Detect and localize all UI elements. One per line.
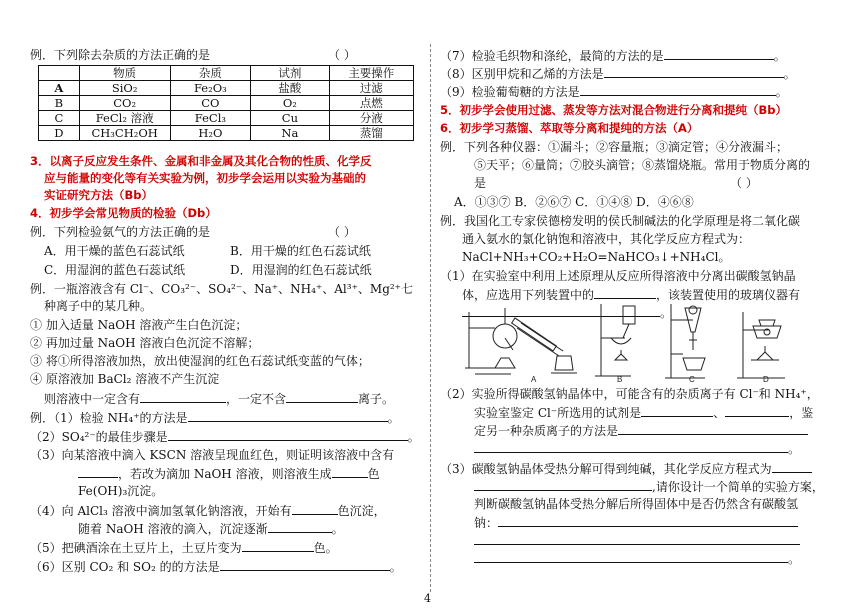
answer-blank[interactable]: [168, 428, 408, 441]
table-cell: 分液: [329, 111, 413, 126]
q4-line-2: [78, 520, 344, 538]
section-3-heading-end: 实证研究方法（Bb）: [44, 188, 153, 202]
period: 。: [407, 430, 420, 444]
p3-line-5: [474, 532, 800, 550]
table-cell: O₂: [251, 96, 329, 111]
impurity-table: [38, 65, 414, 141]
section-3-heading: 3．以离子反应发生条件、金属和非金属及其化合物的性质、化学反: [30, 154, 372, 168]
table-cell: Na: [251, 126, 329, 141]
table-header-cell: 试剂: [251, 66, 329, 81]
table-cell: SiO₂: [79, 81, 170, 96]
table-header-row: [39, 66, 414, 81]
answer-blank[interactable]: [268, 520, 332, 533]
table-cell: 盐酸: [251, 81, 329, 96]
section-6-heading: 6．初步学习蒸馏、萃取等分离和提纯的方法（A）: [440, 121, 699, 135]
page-number: 4: [424, 592, 431, 605]
q3-line-3: Fe(OH)₃沉淀。: [78, 484, 164, 498]
conclusion-text: 离子。: [358, 392, 395, 406]
p2-text: 、: [713, 406, 726, 420]
ex1-title: 例．下列除去杂质的方法正确的是: [30, 48, 211, 62]
section-4-heading: 4．初步学会常见物质的检验（Db）: [30, 206, 217, 220]
answer-blank[interactable]: [78, 465, 118, 478]
answer-blank[interactable]: [725, 404, 789, 417]
apparatus-label-c: C: [689, 375, 695, 384]
q9-text: （9）检验葡萄糖的方法是: [440, 85, 580, 99]
table-row: [39, 111, 414, 126]
table-header-cell: 物质: [79, 66, 170, 81]
p3-text: ,请你设计一个简单的实验方案，: [652, 480, 824, 494]
answer-blank[interactable]: [188, 409, 388, 422]
ex5-stem-cont: 通入氨水的氯化钠饱和溶液中，其化学反应方程式为：: [462, 232, 751, 246]
p2-text: 定另一种杂质离子的方法是: [474, 424, 619, 438]
column-divider: [430, 44, 431, 592]
p1-text: ，该装置使用的玻璃仪器有: [656, 288, 801, 302]
answer-blank[interactable]: [772, 460, 812, 473]
table-cell: H₂O: [170, 126, 251, 141]
q3-text: ，若改为滴加 NaOH 溶液，则溶液生成: [118, 467, 332, 481]
q1-text: 例．（1）检验 NH₄⁺的方法是: [30, 411, 188, 425]
ex2-title: 例．下列检验氨气的方法正确的是: [30, 225, 211, 239]
ex2-option-c: C．用湿润的蓝色石蕊试纸: [44, 263, 186, 277]
answer-blank[interactable]: [498, 514, 798, 527]
period: 。: [660, 306, 673, 320]
apparatus-illustration: [455, 298, 795, 384]
p2-line-4: [474, 440, 800, 458]
period: 。: [773, 49, 786, 63]
q9-line: [440, 83, 788, 101]
table-cell: FeCl₂ 溶液: [79, 111, 170, 126]
ex4-options: A．①③⑦ B．②⑥⑦ C．①④⑧ D．④⑥⑧: [454, 195, 694, 209]
q6-line: [30, 558, 402, 576]
q3-text: 色: [367, 467, 380, 481]
p2-line-2: [474, 404, 813, 422]
answer-blank[interactable]: [286, 390, 358, 403]
ex4-stem-cont: ⑤天平；⑥量筒；⑦胶头滴管；⑧蒸馏烧瓶。常用于物质分离的: [474, 158, 811, 172]
table-cell: 过滤: [329, 81, 413, 96]
answer-blank[interactable]: [618, 422, 808, 435]
table-cell: B: [39, 96, 80, 111]
answer-blank[interactable]: [580, 83, 776, 96]
p3-text: （3）碳酸氢钠晶体受热分解可得到纯碱，其化学反应方程式为: [440, 462, 772, 476]
q2-line: [30, 428, 420, 446]
answer-blank[interactable]: [292, 502, 338, 515]
answer-blank[interactable]: [641, 404, 713, 417]
q4-text: （4）向 AlCl₃ 溶液中滴加氢氧化钠溶液，开始有: [30, 504, 292, 518]
p2-line-3: [474, 422, 808, 440]
q5-line: [30, 539, 338, 557]
conclusion-text: ，一定不含: [226, 392, 287, 406]
q7-line: [440, 47, 786, 65]
ex2-option-a: A．用干燥的蓝色石蕊试纸: [44, 244, 185, 258]
answer-blank[interactable]: [664, 47, 774, 60]
q4-line: [30, 502, 386, 520]
answer-blank[interactable]: [332, 465, 368, 478]
distillation-apparatus-a: [465, 308, 577, 374]
ex3-step-3: ③ 将①所得溶液加热，放出使湿润的红色石蕊试纸变蓝的气体；: [30, 354, 370, 368]
p3-line-3: 判断碳酸氢钠晶体受热分解后所得固体中是否仍然含有碳酸氢: [474, 497, 799, 511]
period: 。: [387, 411, 400, 425]
answer-blank[interactable]: [474, 478, 652, 491]
section-5-heading: 5．初步学会使用过滤、蒸发等方法对混合物进行分离和提纯（Bb）: [440, 103, 787, 117]
table-cell: Fe₂O₃: [170, 81, 251, 96]
apparatus-label-a: A: [531, 375, 537, 384]
ex1-answer-paren: （ ）: [328, 48, 356, 62]
apparatus-label-b: B: [617, 375, 623, 384]
p2-text: ，鉴: [789, 406, 814, 420]
p1-line: （1）在实验室中利用上述原理从反应所得溶液中分离出碳酸氢钠晶: [440, 269, 796, 283]
q5-text: 色。: [313, 541, 338, 555]
table-cell: CH₃CH₂OH: [79, 126, 170, 141]
p2-line: （2）实验所得碳酸氢钠晶体中，可能含有的杂质离子有 Cl⁻和 NH₄⁺，: [440, 387, 819, 401]
table-row: [39, 126, 414, 141]
section-3-heading-cont: 应与能量的变化等有关实验为例，初步学会运用以实验为基础的: [44, 171, 366, 185]
answer-blank[interactable]: [140, 390, 226, 403]
answer-blank[interactable]: [220, 558, 390, 571]
q8-line: [440, 65, 796, 83]
q5-text: （5）把碘酒涂在土豆片上，土豆片变为: [30, 541, 242, 555]
p3-line: [440, 460, 812, 478]
answer-blank[interactable]: [242, 539, 314, 552]
ex2-option-d: D．用湿润的红色石蕊试纸: [230, 263, 372, 277]
table-cell: C: [39, 111, 80, 126]
ex2-option-b: B．用干燥的红色石蕊试纸: [230, 244, 371, 258]
ex5-stem: 例．我国化工专家侯德榜发明的侯氏制碱法的化学原理是将二氧化碳: [440, 214, 801, 228]
q3-line: （3）向某溶液中滴入 KSCN 溶液呈现血红色，则证明该溶液中含有: [30, 448, 395, 462]
table-header-cell: 杂质: [170, 66, 251, 81]
table-header-cell: [39, 66, 80, 81]
table-cell: 点燃: [329, 96, 413, 111]
q4-text: 色沉淀，: [337, 504, 386, 518]
p2-text: 实验室鉴定 Cl⁻所选用的试剂是: [474, 406, 642, 420]
answer-blank[interactable]: [474, 440, 788, 453]
p3-line-6: [474, 550, 800, 568]
answer-blank[interactable]: [474, 550, 788, 563]
table-row: [39, 81, 414, 96]
ex4-stem: 例．下列各种仪器：①漏斗；②容量瓶；③滴定管；④分液漏斗；: [440, 140, 789, 154]
ex3-stem-cont: 种离子中的某几种。: [44, 299, 153, 313]
p1-text: 体，应选用下列装置中的: [462, 288, 595, 302]
table-cell: A: [39, 81, 80, 96]
table-cell: D: [39, 126, 80, 141]
q3-line-2: [78, 465, 380, 483]
ex3-step-1: ① 加入适量 NaOH 溶液产生白色沉淀；: [30, 318, 248, 332]
answer-blank[interactable]: [474, 532, 800, 545]
ex2-answer-paren: （ ）: [328, 225, 356, 239]
table-cell: Cu: [251, 111, 329, 126]
period: 。: [788, 442, 801, 456]
answer-blank[interactable]: [604, 65, 784, 78]
q4-text: 随着 NaOH 溶液的滴入，沉淀逐渐: [78, 522, 268, 536]
q4-text: 。: [331, 522, 344, 536]
evaporation-apparatus-b: [595, 304, 635, 376]
ex4-stem-end: 是: [474, 176, 487, 190]
period: 。: [389, 560, 402, 574]
q6-text: （6）区别 CO₂ 和 SO₂ 的的方法是: [30, 560, 220, 574]
table-cell: FeCl₃: [170, 111, 251, 126]
ex4-answer-paren: （ ）: [730, 176, 758, 190]
period: 。: [788, 552, 801, 566]
ex3-conclusion: [44, 390, 394, 408]
period: 。: [783, 67, 796, 81]
table-cell: CO: [170, 96, 251, 111]
ex5-equation: NaCl+NH₃+CO₂+H₂O=NaHCO₃↓+NH₄Cl。: [462, 250, 731, 264]
q7-text: （7）检验毛织物和涤纶，最简的方法的是: [440, 49, 664, 63]
p3-line-4: [474, 514, 798, 532]
separatory-funnel-apparatus-c: [665, 304, 705, 378]
table-row: [39, 96, 414, 111]
p3-line-2: [474, 478, 824, 496]
table-header-cell: 主要操作: [329, 66, 413, 81]
conclusion-text: 则溶液中一定含有: [44, 392, 141, 406]
table-cell: CO₂: [79, 96, 170, 111]
table-cell: 蒸馏: [329, 126, 413, 141]
p3-text: 钠：: [474, 516, 499, 530]
ex3-step-2: ② 再加过量 NaOH 溶液白色沉淀不溶解；: [30, 336, 260, 350]
apparatus-label-d: D: [763, 375, 769, 384]
period: 。: [775, 85, 788, 99]
q1-line: [30, 409, 400, 427]
ex3-stem: 例．一瓶溶液含有 Cl⁻、CO₃²⁻、SO₄²⁻、Na⁺、NH₄⁺、Al³⁺、Mg²⁺七: [30, 282, 414, 296]
crucible-heating-apparatus-d: [737, 312, 785, 378]
ex3-step-4: ④ 原溶液加 BaCl₂ 溶液不产生沉淀: [30, 372, 220, 386]
q2-text: （2）SO₄²⁻的最佳步骤是: [30, 430, 168, 444]
q8-text: （8）区别甲烷和乙烯的方法是: [440, 67, 604, 81]
